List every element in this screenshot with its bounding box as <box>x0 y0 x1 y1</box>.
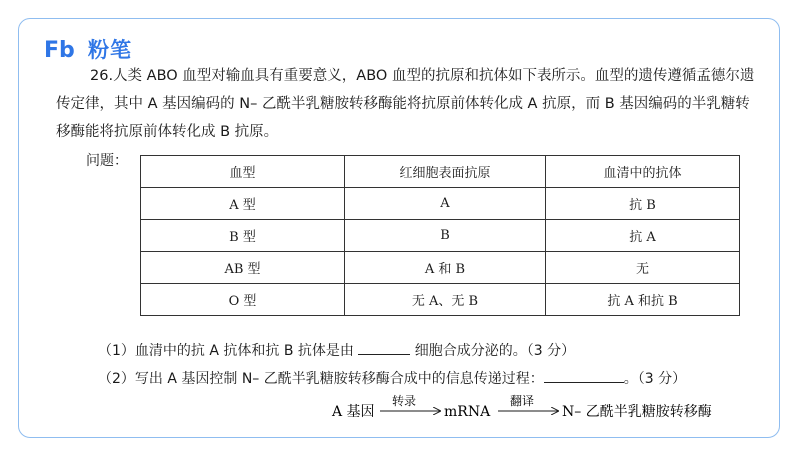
table-cell: 无 A、无 B <box>345 284 546 316</box>
question-stem <box>56 62 760 146</box>
table-cell: A <box>345 188 546 220</box>
header-blood-type: 血型 <box>141 156 345 188</box>
brand-name: 粉笔 <box>88 38 132 62</box>
header-antigen: 红细胞表面抗原 <box>345 156 546 188</box>
table-row <box>141 188 740 220</box>
flow-middle: mRNA <box>444 404 491 420</box>
table-cell: A 和 B <box>345 252 546 284</box>
question-text: 人类 ABO 血型对输血具有重要意义，ABO 血型的抗原和抗体如下表所示。血型的遗传遵循孟德尔遗传定律，其中 A 基因编码的 N– 乙酰半乳糖胺转移酶能将抗原前体转化成 A 抗原，而 B 基因编码的半乳糖转移酶能将抗原前体转化成 B 抗原。 <box>56 68 755 140</box>
flow-end: N– 乙酰半乳糖胺转移酶 <box>562 404 712 420</box>
question-label: 问题： <box>86 153 128 169</box>
brand-logo <box>44 36 132 62</box>
question-number: 26. <box>90 68 114 84</box>
table-cell: 抗 B <box>546 188 740 220</box>
table-cell: A 型 <box>141 188 345 220</box>
sub-question-1 <box>98 340 575 360</box>
table-cell: 抗 A <box>546 220 740 252</box>
sub-question-2 <box>98 368 686 388</box>
sub-question-1-prefix: （1）血清中的抗 A 抗体和抗 B 抗体是由 <box>98 343 354 359</box>
table-cell: B 型 <box>141 220 345 252</box>
sub-question-2-suffix: 。（3 分） <box>623 371 687 387</box>
table-cell: 无 <box>546 252 740 284</box>
answer-blank-1 <box>358 340 410 355</box>
info-flow-diagram <box>330 394 770 424</box>
table-row <box>141 252 740 284</box>
table-cell: O 型 <box>141 284 345 316</box>
table-row <box>141 284 740 316</box>
flow-arrow1-label: 转录 <box>392 394 417 408</box>
flow-arrow2-label: 翻译 <box>510 394 535 408</box>
sub-question-1-suffix: 细胞合成分泌的。（3 分） <box>414 343 576 359</box>
abo-table <box>140 155 740 316</box>
table-header-row <box>141 156 740 188</box>
table-row <box>141 220 740 252</box>
flow-start: A 基因 <box>332 404 375 420</box>
svg-text:Fb: Fb <box>44 38 75 61</box>
table-cell: AB 型 <box>141 252 345 284</box>
sub-question-2-prefix: （2）写出 A 基因控制 N– 乙酰半乳糖胺转移酶合成中的信息传递过程： <box>98 371 544 387</box>
answer-blank-2 <box>544 368 624 383</box>
table-cell: B <box>345 220 546 252</box>
fb-logo-icon <box>44 37 84 61</box>
table-cell: 抗 A 和抗 B <box>546 284 740 316</box>
header-antibody: 血清中的抗体 <box>546 156 740 188</box>
